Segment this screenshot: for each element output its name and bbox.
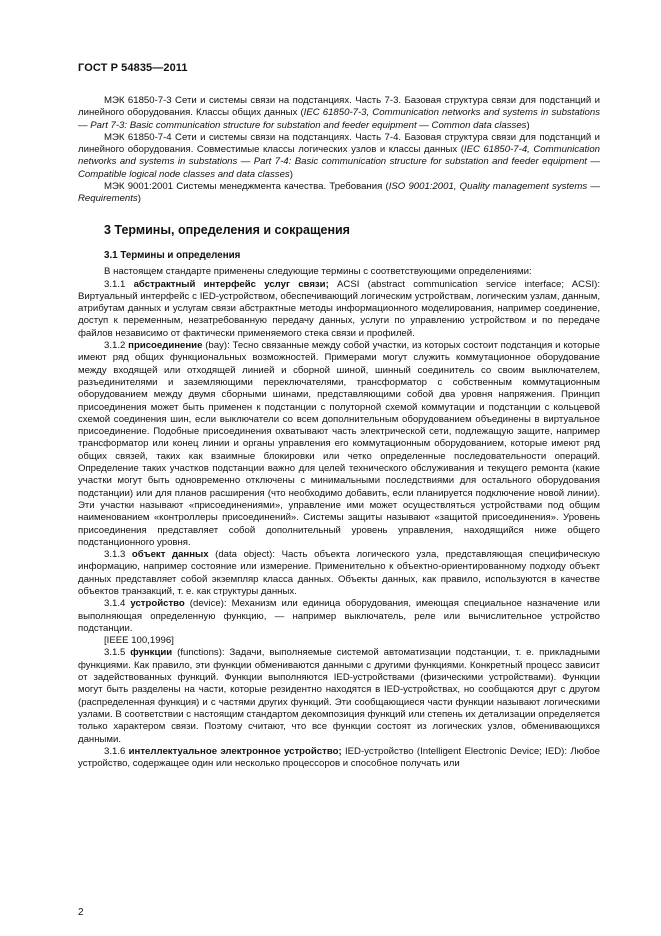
term-definition: 3.1.5 функции (functions): Задачи, выполняемые системой автоматизации подстанции, т. е. прикладными функциями. Как правило, эти функции обмениваются данными с другими функциями. Конкретный процесс зависит от задействованных функций. Функции выполняются IED-устройствами (физическими устройствами). Функции могут быть разделены на части, которые резидентно находятся в IED-устройствах, но сообщаются друг с другом (распределенная функция) и с частями других функций. Эти сообщающиеся части функции называют логическими узлами. В соответствии с настоящим стандартом декомпозиция функций или степень их детализации определяется только характером связи. Поэтому считают, что все функции состоят из логических узлов, обменивающихся данными. <box>78 647 600 745</box>
section-heading: 3 Термины, определения и сокращения <box>104 222 350 237</box>
term-citation: [IEEE 100,1996] <box>104 635 174 647</box>
term-definition: 3.1.6 интеллектуальное электронное устройство; IED-устройство (Intelligent Electronic Device; IED): Любое устройство, содержащее один или несколько процессоров и способное получать или <box>78 745 600 770</box>
term-definition: 3.1.4 устройство (device): Механизм или единица оборудования, имеющая специальное назначение или выполняющая определенную функцию, — например выключатель, реле или вычислительное устройство подстанции. <box>78 598 600 634</box>
reference-entry: МЭК 61850-7-4 Сети и системы связи на подстанциях. Часть 7-4. Базовая структура связи для подстанций и линейного оборудования. Совместимые классы логических узлов и классы данных (IEC 61850-7-4, Communication networks and systems in substations — Part 7-4: Basic communication structure for substation and feeder equipment — Compatible logical node classes and data classes) <box>78 131 600 180</box>
page-number: 2 <box>78 907 84 918</box>
term-definition: 3.1.2 присоединение (bay): Тесно связанные между собой участки, из которых состоит подстанция и которые имеют ряд общих функциональных возможностей. Примерами могут служить коммутационное оборудование между входящей или отходящей линией и сборной шиной, шинный соединитель со своим выключателем, разъединителями и заземляющими переключателями, трансформатор с собственным коммутационным оборудованием между двумя сборными шинами, представляющими собой два уровня напряжения. Принцип присоединения может быть применен к подстанции с полуторной схемой коммутации и подстанции с кольцевой схемой соединения шин, если выключатели со всем дополнительным оборудованием объединены в виртуальное присоединение. Подобные присоединения охватывают часть электрической сети, подлежащую защите, например трансформатор или конец линии и органы управления его коммутационным оборудованием, которые имеют ряд общих связей, таких как взаимные блокировки или четко определенные последовательности операций. Определение таких участков подстанции важно для целей технического обслуживания и текущего ремонта (какие участки могут быть одновременно отключены с минимальными последствиями для остального оборудования подстанции) или для планов расширения (что необходимо добавить, если планируется подключение новой линии). Эти участки называют «присоединениями», управление ими может осуществляться устройствами под общим наименованием «контроллеры присоединений». Системы защиты называют «защитой присоединения». Уровень присоединения представляет собой дополнительный уровень управления, находящийся ниже общего подстанционного уровня. <box>78 340 600 548</box>
reference-entry: МЭК 61850-7-3 Сети и системы связи на подстанциях. Часть 7-3. Базовая структура связи для подстанций и линейного оборудования. Классы общих данных (IEC 61850-7-3, Communication networks and systems in substations — Part 7-3: Basic communication structure for substation and feeder equipment — Common data classes) <box>78 95 600 131</box>
subsection-heading: 3.1 Термины и определения <box>104 249 241 261</box>
standard-header: ГОСТ Р 54835—2011 <box>78 62 188 74</box>
intro-paragraph: В настоящем стандарте применены следующие термины с соответствующими определениями: <box>104 266 532 278</box>
document-body <box>78 95 600 770</box>
term-definition: 3.1.3 объект данных (data object): Часть объекта логического узла, представляющая специфическую информацию, например состояние или измерение. Применительно к объектно-ориентированному подходу объект данных представляет собой экземпляр класса данных. Объекты данных, как правило, используются в качестве объектов транзакций, т. е. как структуры данных. <box>78 549 600 597</box>
reference-entry: МЭК 9001:2001 Системы менеджмента качества. Требования (ISO 9001:2001, Quality management systems — Requirements) <box>78 181 600 205</box>
term-definition: 3.1.1 абстрактный интерфейс услуг связи; ACSI (abstract communication service interface; ACSI): Виртуальный интерфейс с IED-устройством, обеспечивающий логическим устройствам, логическим узлам, данным, атрибутам данных и услугам связи абстрактные методы информационного моделирования, например соединение, доступ к переменным, незатребованную передачу данных, услуги по управлению устройством и по передаче файлов независимо от фактически применяемого стека связи и профилей. <box>78 278 601 339</box>
